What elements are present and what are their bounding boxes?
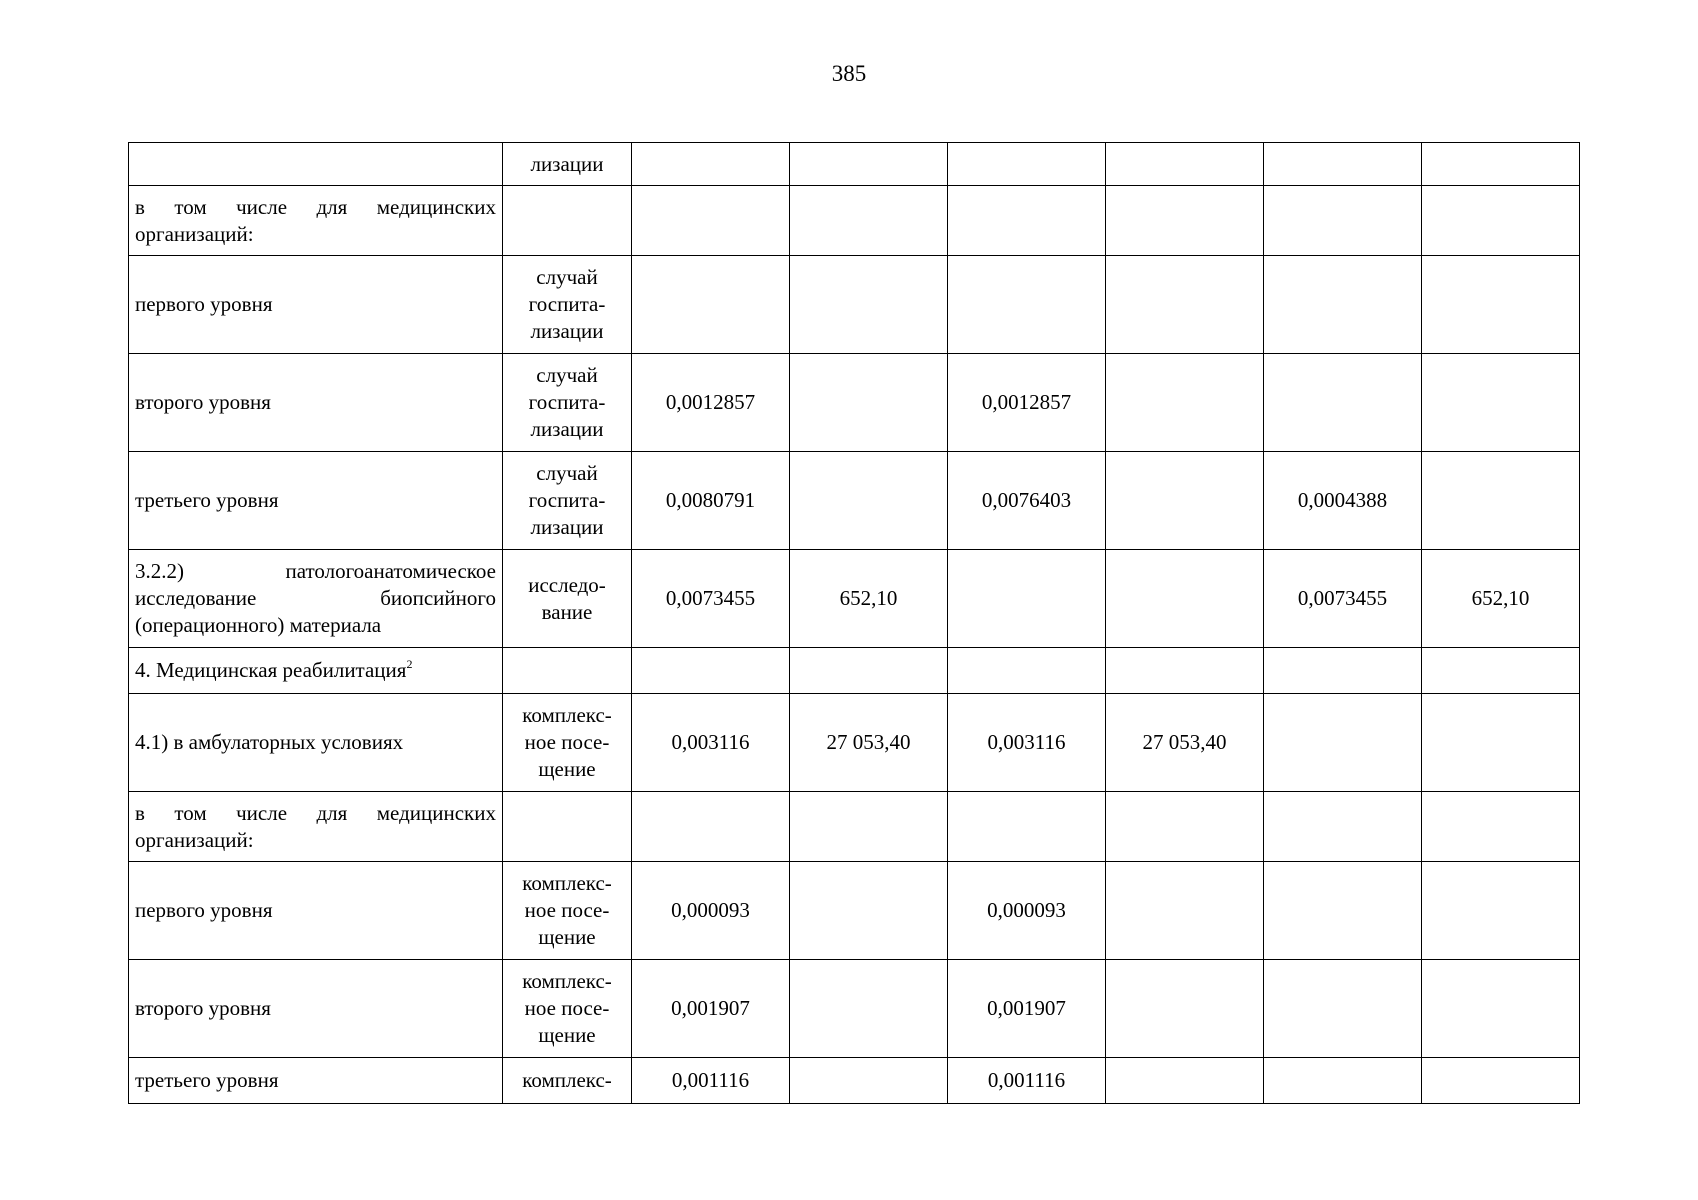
value-cell: 0,003116 bbox=[632, 694, 790, 792]
value-cell: 0,000093 bbox=[632, 862, 790, 960]
row-name: второго уровня bbox=[135, 996, 271, 1020]
row-name-cell bbox=[129, 1058, 503, 1104]
row-name-cell bbox=[129, 862, 503, 960]
table-row bbox=[129, 256, 1580, 354]
table-row bbox=[129, 354, 1580, 452]
table-row bbox=[129, 452, 1580, 550]
value-cell bbox=[1106, 256, 1264, 354]
value-cell bbox=[1106, 960, 1264, 1058]
value-cell: 0,001116 bbox=[948, 1058, 1106, 1104]
unit-cell: комплекс-ное посе-щение bbox=[503, 694, 632, 792]
value-cell bbox=[1422, 1058, 1580, 1104]
value-cell: 0,001907 bbox=[948, 960, 1106, 1058]
value-cell: 0,0076403 bbox=[948, 452, 1106, 550]
row-name-cell bbox=[129, 354, 503, 452]
row-name-cell bbox=[129, 792, 503, 862]
value-cell bbox=[1422, 143, 1580, 186]
unit-cell: исследо-вание bbox=[503, 550, 632, 648]
value-cell bbox=[632, 143, 790, 186]
value-cell bbox=[790, 143, 948, 186]
value-cell: 0,0073455 bbox=[1264, 550, 1422, 648]
value-cell bbox=[790, 862, 948, 960]
table-row bbox=[129, 792, 1580, 862]
value-cell bbox=[948, 256, 1106, 354]
page-number: 385 bbox=[831, 61, 867, 86]
row-name-cell bbox=[129, 143, 503, 186]
value-cell bbox=[1106, 550, 1264, 648]
value-cell bbox=[948, 186, 1106, 256]
value-cell: 27 053,40 bbox=[790, 694, 948, 792]
value-cell bbox=[1106, 143, 1264, 186]
value-cell bbox=[1106, 1058, 1264, 1104]
value-cell bbox=[1422, 694, 1580, 792]
row-name-cell bbox=[129, 256, 503, 354]
value-cell bbox=[790, 354, 948, 452]
row-name: третьего уровня bbox=[135, 488, 279, 512]
unit-cell: случай госпита-лизации bbox=[503, 256, 632, 354]
row-name: в том числе для медицинских организаций: bbox=[135, 800, 496, 852]
value-cell bbox=[1264, 143, 1422, 186]
value-cell bbox=[1422, 256, 1580, 354]
unit-cell: комплекс-ное посе-щение bbox=[503, 960, 632, 1058]
value-cell bbox=[1106, 792, 1264, 862]
value-cell bbox=[790, 1058, 948, 1104]
value-cell: 0,0004388 bbox=[1264, 452, 1422, 550]
value-cell bbox=[948, 550, 1106, 648]
value-cell bbox=[790, 960, 948, 1058]
row-name-cell bbox=[129, 550, 503, 648]
unit-cell bbox=[503, 792, 632, 862]
value-cell: 0,001907 bbox=[632, 960, 790, 1058]
value-cell bbox=[1106, 354, 1264, 452]
value-cell bbox=[1264, 694, 1422, 792]
value-cell: 0,001116 bbox=[632, 1058, 790, 1104]
table-body bbox=[129, 143, 1580, 1104]
value-cell bbox=[790, 256, 948, 354]
table-row bbox=[129, 143, 1580, 186]
unit-cell: случай госпита-лизации bbox=[503, 452, 632, 550]
table-row bbox=[129, 648, 1580, 694]
value-cell: 0,000093 bbox=[948, 862, 1106, 960]
value-cell: 0,0073455 bbox=[632, 550, 790, 648]
value-cell bbox=[1264, 648, 1422, 694]
value-cell bbox=[790, 792, 948, 862]
value-cell bbox=[790, 186, 948, 256]
value-cell bbox=[1422, 354, 1580, 452]
row-name: в том числе для медицинских организаций: bbox=[135, 194, 496, 246]
unit-cell: комплекс-ное посе-щение bbox=[503, 862, 632, 960]
value-cell bbox=[1106, 862, 1264, 960]
value-cell bbox=[1264, 960, 1422, 1058]
unit-cell bbox=[503, 648, 632, 694]
value-cell bbox=[790, 452, 948, 550]
value-cell bbox=[632, 792, 790, 862]
row-name: первого уровня bbox=[135, 292, 273, 316]
value-cell bbox=[1264, 186, 1422, 256]
value-cell bbox=[948, 648, 1106, 694]
value-cell bbox=[1422, 648, 1580, 694]
table-row bbox=[129, 186, 1580, 256]
value-cell bbox=[1422, 186, 1580, 256]
data-table bbox=[128, 142, 1580, 1104]
unit-cell: случай госпита-лизации bbox=[503, 354, 632, 452]
value-cell bbox=[1264, 862, 1422, 960]
value-cell bbox=[1264, 256, 1422, 354]
value-cell bbox=[1422, 452, 1580, 550]
value-cell bbox=[1264, 354, 1422, 452]
row-name-cell bbox=[129, 694, 503, 792]
value-cell bbox=[632, 648, 790, 694]
row-name-cell bbox=[129, 186, 503, 256]
value-cell: 652,10 bbox=[1422, 550, 1580, 648]
value-cell: 0,0012857 bbox=[632, 354, 790, 452]
row-name: второго уровня bbox=[135, 390, 271, 414]
table-row bbox=[129, 694, 1580, 792]
table-row bbox=[129, 1058, 1580, 1104]
value-cell: 0,0080791 bbox=[632, 452, 790, 550]
value-cell bbox=[632, 256, 790, 354]
value-cell: 652,10 bbox=[790, 550, 948, 648]
value-cell: 0,0012857 bbox=[948, 354, 1106, 452]
value-cell bbox=[632, 186, 790, 256]
row-name: третьего уровня bbox=[135, 1068, 279, 1092]
row-name: 4. Медицинская реабилитация bbox=[135, 658, 407, 682]
value-cell bbox=[948, 143, 1106, 186]
row-name-cell bbox=[129, 960, 503, 1058]
value-cell bbox=[1422, 862, 1580, 960]
unit-cell: комплекс- bbox=[503, 1058, 632, 1104]
table-row bbox=[129, 862, 1580, 960]
value-cell bbox=[1264, 1058, 1422, 1104]
value-cell bbox=[790, 648, 948, 694]
row-name: первого уровня bbox=[135, 898, 273, 922]
value-cell bbox=[1106, 186, 1264, 256]
unit-cell: лизации bbox=[503, 143, 632, 186]
table-row bbox=[129, 960, 1580, 1058]
value-cell bbox=[1106, 648, 1264, 694]
row-name: 3.2.2) патологоанатомическое исследование биопсийного (операционного) материала bbox=[135, 559, 496, 637]
value-cell bbox=[1264, 792, 1422, 862]
row-name-cell bbox=[129, 452, 503, 550]
value-cell bbox=[1422, 960, 1580, 1058]
value-cell bbox=[1422, 792, 1580, 862]
footnote-marker: 2 bbox=[406, 657, 413, 671]
value-cell bbox=[948, 792, 1106, 862]
value-cell: 0,003116 bbox=[948, 694, 1106, 792]
unit-cell bbox=[503, 186, 632, 256]
row-name-cell bbox=[129, 648, 503, 694]
table-row bbox=[129, 550, 1580, 648]
row-name: 4.1) в амбулаторных условиях bbox=[135, 730, 404, 754]
value-cell bbox=[1106, 452, 1264, 550]
value-cell: 27 053,40 bbox=[1106, 694, 1264, 792]
